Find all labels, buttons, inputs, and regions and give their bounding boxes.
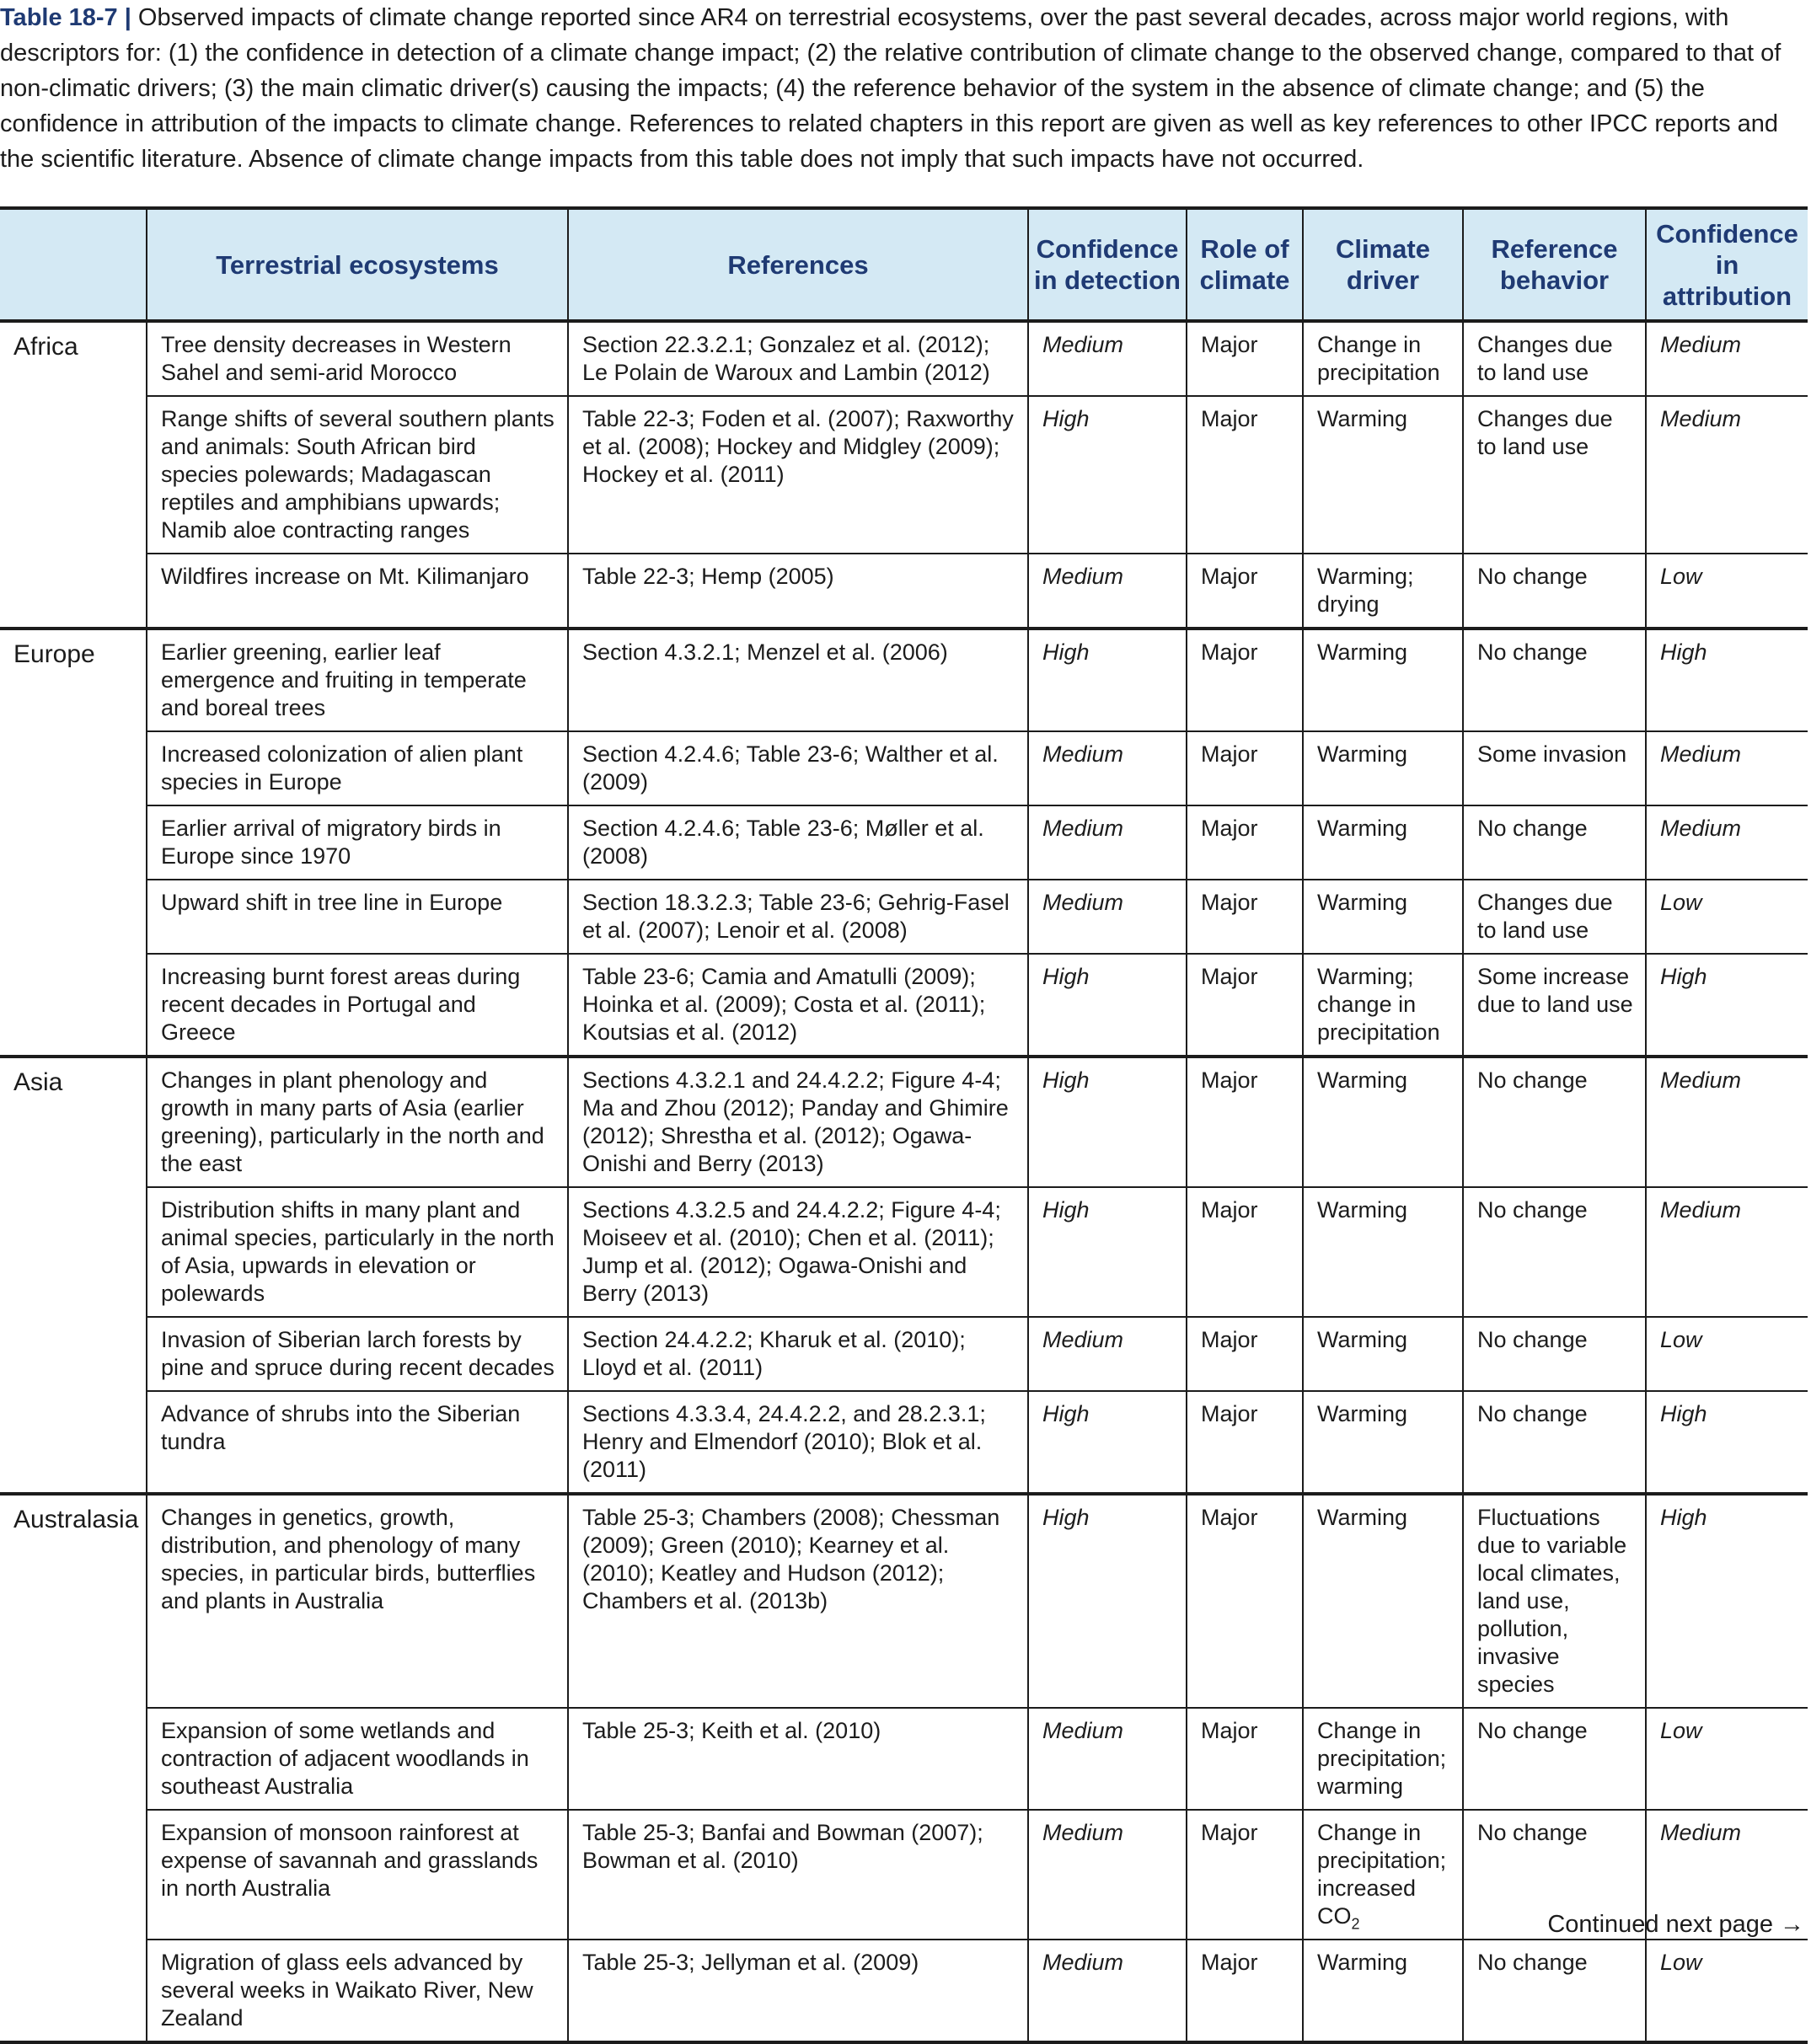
confidence-detection-cell: High [1028, 1187, 1187, 1317]
confidence-detection-cell: High [1028, 1391, 1187, 1494]
region-cell: Europe [0, 629, 147, 1057]
table-row [0, 805, 1808, 880]
reference-behavior-cell: No change [1463, 1940, 1646, 2042]
confidence-attribution-cell: Medium [1646, 1187, 1808, 1317]
references-cell: Sections 4.3.2.5 and 24.4.2.2; Figure 4-4; Moiseev et al. (2010); Chen et al. (2011); Jump et al. (2012); Ogawa-Onishi and Berry (2013) [568, 1187, 1028, 1317]
header-role-of-climate: Role of climate [1187, 208, 1303, 321]
table-row [0, 1317, 1808, 1391]
confidence-attribution-cell: Medium [1646, 805, 1808, 880]
reference-behavior-cell: Some invasion [1463, 731, 1646, 805]
arrow-right-icon: → [1780, 1911, 1804, 1938]
role-of-climate-cell: Major [1187, 321, 1303, 396]
references-cell: Table 25-3; Banfai and Bowman (2007); Bowman et al. (2010) [568, 1810, 1028, 1940]
confidence-attribution-cell: Low [1646, 1708, 1808, 1810]
header-references: References [568, 208, 1028, 321]
table-row [0, 629, 1808, 731]
impact-cell: Invasion of Siberian larch forests by pine and spruce during recent decades [147, 1317, 568, 1391]
role-of-climate-cell: Major [1187, 1940, 1303, 2042]
confidence-detection-cell: High [1028, 954, 1187, 1057]
table-row [0, 1940, 1808, 2042]
confidence-detection-cell: Medium [1028, 1708, 1187, 1810]
table-label: Table 18-7 | [0, 4, 131, 31]
region-cell: Asia [0, 1057, 147, 1494]
impact-cell: Earlier arrival of migratory birds in Europe since 1970 [147, 805, 568, 880]
references-cell: Table 22-3; Foden et al. (2007); Raxworthy et al. (2008); Hockey and Midgley (2009); Hockey et al. (2011) [568, 396, 1028, 554]
references-cell: Section 4.3.2.1; Menzel et al. (2006) [568, 629, 1028, 731]
reference-behavior-cell: No change [1463, 629, 1646, 731]
continued-text: Continued next page [1547, 1911, 1773, 1938]
header-confidence-detection: Confidence in detection [1028, 208, 1187, 321]
impact-cell: Expansion of monsoon rainforest at expense of savannah and grasslands in north Australia [147, 1810, 568, 1940]
climate-driver-cell: Warming [1303, 629, 1463, 731]
reference-behavior-cell: Changes due to land use [1463, 880, 1646, 954]
table-row [0, 1187, 1808, 1317]
reference-behavior-cell: No change [1463, 1708, 1646, 1810]
header-climate-driver: Climate driver [1303, 208, 1463, 321]
confidence-detection-cell: High [1028, 1494, 1187, 1708]
subscript-text: 2 [1351, 1915, 1360, 1933]
header-reference-behavior: Reference behavior [1463, 208, 1646, 321]
role-of-climate-cell: Major [1187, 880, 1303, 954]
references-cell: Section 22.3.2.1; Gonzalez et al. (2012); Le Polain de Waroux and Lambin (2012) [568, 321, 1028, 396]
reference-behavior-cell: Fluctuations due to variable local climates, land use, pollution, invasive species [1463, 1494, 1646, 1708]
table-row [0, 1810, 1808, 1940]
confidence-detection-cell: High [1028, 1057, 1187, 1187]
header-row [0, 208, 1808, 321]
region-cell: Africa [13, 333, 78, 361]
continued-note [1547, 1911, 1804, 1939]
table-row [0, 1391, 1808, 1494]
table-row [0, 321, 1808, 396]
header-confidence-attribution: Confidence in attribution [1646, 208, 1808, 321]
impact-cell: Advance of shrubs into the Siberian tundra [147, 1391, 568, 1494]
confidence-detection-cell: Medium [1028, 1940, 1187, 2042]
reference-behavior-cell: No change [1463, 1317, 1646, 1391]
impact-cell: Wildfires increase on Mt. Kilimanjaro [147, 554, 568, 629]
impact-cell: Changes in genetics, growth, distribution, and phenology of many species, in particular birds, butterflies and plants in Australia [147, 1494, 568, 1708]
role-of-climate-cell: Major [1187, 1810, 1303, 1940]
confidence-attribution-cell: Medium [1646, 731, 1808, 805]
references-cell: Table 25-3; Chambers (2008); Chessman (2009); Green (2010); Kearney et al. (2010); Keatley and Hudson (2012); Chambers et al. (2013b) [568, 1494, 1028, 1708]
reference-behavior-cell: Changes due to land use [1463, 321, 1646, 396]
confidence-detection-cell: High [1028, 629, 1187, 731]
role-of-climate-cell: Major [1187, 629, 1303, 731]
table-row [0, 880, 1808, 954]
reference-behavior-cell: Some increase due to land use [1463, 954, 1646, 1057]
references-cell: Section 4.2.4.6; Table 23-6; Walther et al. (2009) [568, 731, 1028, 805]
climate-driver-cell [1303, 1810, 1463, 1940]
reference-behavior-cell: No change [1463, 1810, 1646, 1940]
impact-cell: Changes in plant phenology and growth in many parts of Asia (earlier greening), particularly in the north and the east [147, 1057, 568, 1187]
role-of-climate-cell: Major [1187, 396, 1303, 554]
climate-driver-cell: Warming [1303, 1494, 1463, 1708]
table-row [0, 1708, 1808, 1810]
impacts-table [0, 206, 1808, 2044]
reference-behavior-cell: No change [1463, 554, 1646, 629]
header-region [0, 208, 147, 321]
role-of-climate-cell: Major [1187, 954, 1303, 1057]
table-row [0, 731, 1808, 805]
confidence-detection-cell: Medium [1028, 321, 1187, 396]
references-cell: Sections 4.3.3.4, 24.4.2.2, and 28.2.3.1; Henry and Elmendorf (2010); Blok et al. (2011) [568, 1391, 1028, 1494]
references-cell: Section 18.3.2.3; Table 23-6; Gehrig-Fasel et al. (2007); Lenoir et al. (2008) [568, 880, 1028, 954]
confidence-detection-cell: Medium [1028, 805, 1187, 880]
climate-driver-cell: Warming; drying [1303, 554, 1463, 629]
references-cell: Table 25-3; Jellyman et al. (2009) [568, 1940, 1028, 2042]
impact-cell: Distribution shifts in many plant and animal species, particularly in the north of Asia, upwards in elevation or polewards [147, 1187, 568, 1317]
climate-driver-text: Change in precipitation; increased CO [1317, 1820, 1447, 1929]
reference-behavior-cell: No change [1463, 805, 1646, 880]
climate-driver-cell: Change in precipitation; warming [1303, 1708, 1463, 1810]
impact-cell: Range shifts of several southern plants and animals: South African bird species polewards; Madagascan reptiles and amphibians upwards; Namib aloe contracting ranges [147, 396, 568, 554]
table-row [0, 396, 1808, 554]
confidence-attribution-cell: Medium [1646, 396, 1808, 554]
table-caption [0, 0, 1787, 177]
climate-driver-cell: Warming [1303, 1057, 1463, 1187]
references-cell: Table 22-3; Hemp (2005) [568, 554, 1028, 629]
role-of-climate-cell: Major [1187, 1708, 1303, 1810]
impact-cell: Tree density decreases in Western Sahel and semi-arid Morocco [147, 321, 568, 396]
references-cell: Sections 4.3.2.1 and 24.4.2.2; Figure 4-4; Ma and Zhou (2012); Panday and Ghimire (2012); Shrestha et al. (2012); Ogawa-Onishi and Berry (2013) [568, 1057, 1028, 1187]
references-cell: Table 23-6; Camia and Amatulli (2009); Hoinka et al. (2009); Costa et al. (2011); Koutsias et al. (2012) [568, 954, 1028, 1057]
role-of-climate-cell: Major [1187, 1057, 1303, 1187]
climate-driver-cell: Warming [1303, 1187, 1463, 1317]
header-ecosystems: Terrestrial ecosystems [147, 208, 568, 321]
table-row [0, 1057, 1808, 1187]
confidence-attribution-cell: Medium [1646, 1057, 1808, 1187]
confidence-detection-cell: High [1028, 396, 1187, 554]
role-of-climate-cell: Major [1187, 1317, 1303, 1391]
confidence-detection-cell: Medium [1028, 1810, 1187, 1940]
climate-driver-cell: Warming [1303, 880, 1463, 954]
impact-cell: Upward shift in tree line in Europe [147, 880, 568, 954]
role-of-climate-cell: Major [1187, 805, 1303, 880]
confidence-detection-cell: Medium [1028, 1317, 1187, 1391]
impact-cell: Increased colonization of alien plant species in Europe [147, 731, 568, 805]
confidence-attribution-cell: Low [1646, 880, 1808, 954]
confidence-attribution-cell: Low [1646, 554, 1808, 629]
confidence-attribution-cell: Low [1646, 1317, 1808, 1391]
impact-cell: Migration of glass eels advanced by several weeks in Waikato River, New Zealand [147, 1940, 568, 2042]
role-of-climate-cell: Major [1187, 1494, 1303, 1708]
caption-text: Observed impacts of climate change reported since AR4 on terrestrial ecosystems, over the past several decades, across major world regions, with descriptors for: (1) the confidence in detection of a climate change impact; (2) the relative contribution of climate change to the observed change, compared to that of non-climatic drivers; (3) the main climatic driver(s) causing the impacts; (4) the reference behavior of the system in the absence of climate change; and (5) the confidence in attribution of the impacts to climate change. References to related chapters in this report are given as well as key references to other IPCC reports and the scientific literature. Absence of climate change impacts from this table does not imply that such impacts have not occurred. [0, 4, 1782, 173]
reference-behavior-cell: Changes due to land use [1463, 396, 1646, 554]
confidence-attribution-cell: High [1646, 629, 1808, 731]
confidence-attribution-cell: High [1646, 1494, 1808, 1708]
climate-driver-cell: Warming [1303, 805, 1463, 880]
reference-behavior-cell: No change [1463, 1187, 1646, 1317]
role-of-climate-cell: Major [1187, 554, 1303, 629]
climate-driver-cell: Warming; change in precipitation [1303, 954, 1463, 1057]
confidence-detection-cell: Medium [1028, 880, 1187, 954]
confidence-detection-cell: Medium [1028, 731, 1187, 805]
region-cell: Australasia [0, 1494, 147, 2042]
role-of-climate-cell: Major [1187, 1391, 1303, 1494]
impact-cell: Expansion of some wetlands and contraction of adjacent woodlands in southeast Australia [147, 1708, 568, 1810]
confidence-attribution-cell: Low [1646, 1940, 1808, 2042]
reference-behavior-cell: No change [1463, 1391, 1646, 1494]
climate-driver-cell: Warming [1303, 1940, 1463, 2042]
climate-driver-cell: Warming [1303, 1317, 1463, 1391]
table-row [0, 954, 1808, 1057]
confidence-attribution-cell: High [1646, 954, 1808, 1057]
references-cell: Table 25-3; Keith et al. (2010) [568, 1708, 1028, 1810]
confidence-attribution-cell: High [1646, 1391, 1808, 1494]
impact-cell: Increasing burnt forest areas during recent decades in Portugal and Greece [147, 954, 568, 1057]
references-cell: Section 4.2.4.6; Table 23-6; Møller et al. (2008) [568, 805, 1028, 880]
reference-behavior-cell: No change [1463, 1057, 1646, 1187]
climate-driver-cell: Warming [1303, 1391, 1463, 1494]
impact-cell: Earlier greening, earlier leaf emergence and fruiting in temperate and boreal trees [147, 629, 568, 731]
role-of-climate-cell: Major [1187, 1187, 1303, 1317]
confidence-attribution-cell: Medium [1646, 1810, 1808, 1940]
confidence-detection-cell: Medium [1028, 554, 1187, 629]
climate-driver-cell: Warming [1303, 731, 1463, 805]
climate-driver-cell: Warming [1303, 396, 1463, 554]
climate-driver-cell: Change in precipitation [1303, 321, 1463, 396]
role-of-climate-cell: Major [1187, 731, 1303, 805]
table-row [0, 1494, 1808, 1708]
confidence-attribution-cell: Medium [1646, 321, 1808, 396]
references-cell: Section 24.4.2.2; Kharuk et al. (2010); Lloyd et al. (2011) [568, 1317, 1028, 1391]
table-row [0, 554, 1808, 629]
